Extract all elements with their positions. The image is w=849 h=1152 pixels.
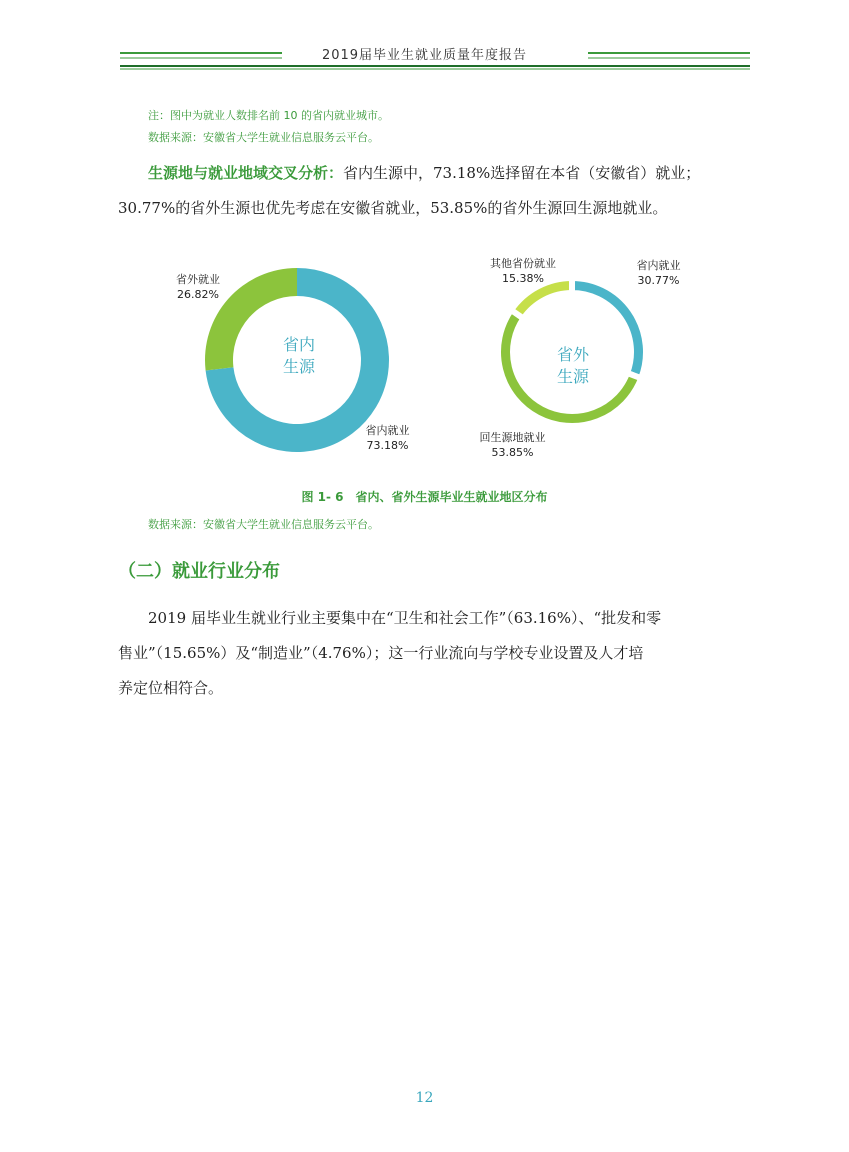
header-rule <box>0 0 849 80</box>
chart2-label-home-value: 53.85% <box>491 446 534 459</box>
section-para-line3: 养定位相符合。 <box>118 679 224 697</box>
analysis-line2: 30.77%的省外生源也优先考虑在安徽省就业，53.85%的省外生源回生源地就业。 <box>118 199 668 217</box>
data-source-note-2: 数据来源：安徽省大学生就业信息服务云平台。 <box>148 518 379 531</box>
donut-charts <box>0 250 849 470</box>
chart2-center-line2: 生源 <box>556 367 589 386</box>
chart1-label-outside-name: 省外就业 <box>176 273 220 286</box>
chart2-center-label <box>538 344 608 388</box>
chart2-label-inprovince-name: 省内就业 <box>636 259 681 272</box>
chart2-label-home <box>470 430 555 460</box>
chart2-label-home-name: 回生源地就业 <box>479 431 546 444</box>
chart2-label-other <box>478 256 568 286</box>
note-text: 注：图中为就业人数排名前 10 的省内就业城市。 <box>148 109 389 122</box>
analysis-paragraph <box>148 160 748 187</box>
chart1-center-label <box>264 334 334 378</box>
section-para-line2: 售业”（15.65%）及“制造业”（4.76%）；这一行业流向与学校专业设置及人才培 <box>118 644 644 662</box>
chart1-label-inside-name: 省内就业 <box>365 424 410 437</box>
section-title: （二）就业行业分布 <box>118 561 280 582</box>
chart1-label-inside-value: 73.18% <box>366 439 409 452</box>
chart1-label-outside-value: 26.82% <box>177 288 219 301</box>
chart2-label-inprovince-value: 30.77% <box>637 274 680 287</box>
section-para-line1: 2019 届毕业生就业行业主要集中在“卫生和社会工作”（63.16%）、“批发和零 <box>148 609 662 627</box>
chart2-label-other-value: 15.38% <box>502 272 544 285</box>
data-source-note: 数据来源：安徽省大学生就业信息服务云平台。 <box>148 131 379 144</box>
header-title: 2019届毕业生就业质量年度报告 <box>321 48 528 63</box>
chart1-label-outside <box>168 272 228 302</box>
chart1-label-inside <box>355 423 420 453</box>
chart2-label-inprovince <box>626 258 691 288</box>
chart1-center-line2: 生源 <box>282 357 315 376</box>
chart2-label-other-name: 其他省份就业 <box>490 257 556 270</box>
analysis-line1: 省内生源中，73.18%选择留在本省（安徽省）就业； <box>343 164 701 182</box>
chart1-center-line1: 省内 <box>282 335 315 354</box>
chart2-center-line1: 省外 <box>556 345 589 364</box>
analysis-heading: 生源地与就业地域交叉分析： <box>148 164 344 182</box>
page-number: 12 <box>415 1090 434 1106</box>
figure-caption: 图 1- 6 省内、省外生源毕业生就业地区分布 <box>301 490 548 504</box>
